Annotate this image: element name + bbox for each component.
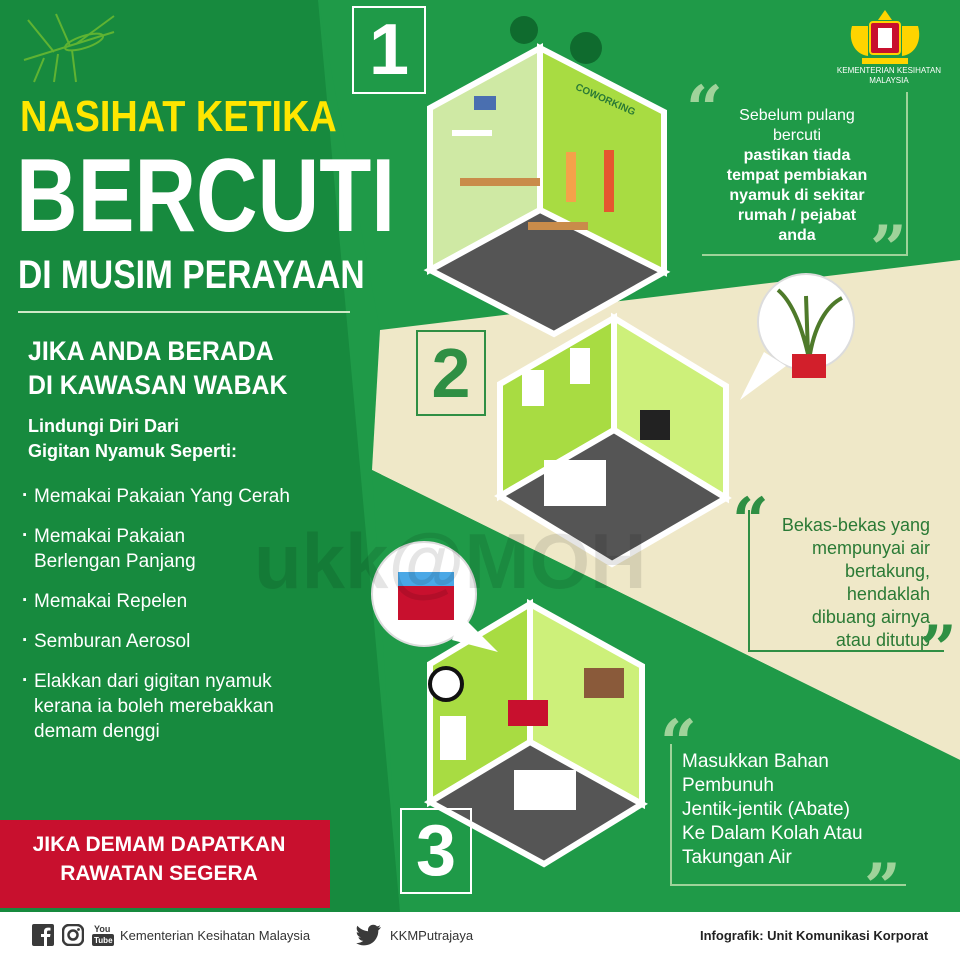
list-item-text: · Semburan Aerosol [34, 631, 191, 652]
list-item-text: · Memakai Repelen [34, 591, 188, 612]
list-item [22, 669, 362, 744]
step-number-2 [416, 330, 486, 416]
list-item-text: Berlengan Panjang [34, 551, 196, 572]
list-item-text: · Memakai Pakaian [34, 526, 186, 547]
title-divider [18, 311, 350, 313]
section-heading-line-1: JIKA ANDA BERADA [28, 336, 274, 366]
list-item-text: kerana ia boleh merebakkan [34, 696, 274, 717]
ministry-logo-line-1: KEMENTERIAN KESIHATAN [836, 66, 942, 75]
close-quote-icon: ” [920, 612, 957, 687]
step-2-quote [732, 484, 957, 687]
mosquito-icon [14, 12, 134, 84]
open-quote-icon: “ [660, 706, 697, 781]
quote-line: tempat pembiakan [726, 167, 868, 184]
quote-line: mempunyai air [811, 538, 930, 558]
list-item [22, 484, 362, 509]
step-1-quote-text [702, 106, 892, 246]
coworking-sign: COWORKING [573, 82, 637, 119]
quote-line: Jentik-jentik (Abate) [682, 799, 850, 820]
step-3-quote [660, 706, 906, 912]
open-quote-icon: “ [686, 72, 723, 147]
list-item-text: · Memakai Pakaian Yang Cerah [34, 486, 290, 507]
svg-text:You: You [94, 924, 111, 934]
coat-of-arms-icon [846, 6, 924, 68]
banner-line-1: JIKA DEMAM DAPATKAN [32, 833, 286, 856]
footer [0, 912, 960, 960]
left-panel [0, 0, 400, 912]
quote-line: hendaklah [846, 584, 930, 604]
open-quote-icon: “ [732, 484, 769, 559]
quote-line: atau ditutup [835, 630, 930, 650]
twitter-icon[interactable] [356, 924, 382, 946]
quote-line: Pembunuh [682, 775, 774, 796]
list-item-text: · Elakkan dari gigitan nyamuk [34, 671, 272, 692]
quote-line: Sebelum pulang [739, 107, 855, 124]
close-quote-icon: ” [870, 212, 907, 287]
instagram-icon[interactable] [62, 924, 84, 946]
youtube-icon[interactable] [92, 922, 114, 948]
footer-credit: Infografik: Unit Komunikasi Korporat [700, 928, 929, 943]
subheading-line-2: Gigitan Nyamuk Seperti: [28, 441, 238, 461]
step-2-quote-text [754, 514, 930, 652]
quote-line: nyamuk di sekitar [729, 187, 865, 204]
quote-line: dibuang airnya [811, 607, 930, 627]
banner-line-2: RAWATAN SEGERA [60, 862, 258, 885]
quote-line: bercuti [772, 127, 822, 144]
ministry-logo-text [824, 66, 954, 86]
ministry-logo-line-2: MALAYSIA [869, 76, 909, 85]
footer-ministry-name[interactable]: Kementerian Kesihatan Malaysia [120, 928, 311, 943]
quote-line: Bekas-bekas yang [781, 515, 930, 535]
quote-line: rumah / pejabat [737, 207, 857, 224]
section-heading-line-2: DI KAWASAN WABAK [28, 370, 288, 400]
section-subheading [28, 414, 237, 464]
quote-line: pastikan tiada [743, 147, 851, 164]
title-line-2: BERCUTI [16, 138, 396, 254]
step-number-3-label: 3 [415, 811, 457, 891]
title-line-3: DI MUSIM PERAYAAN [18, 253, 365, 297]
list-item-text: demam denggi [34, 721, 160, 742]
quote-line: Masukkan Bahan [682, 751, 829, 772]
section-heading [28, 334, 368, 402]
title-line-1: NASIHAT KETIKA [20, 92, 337, 141]
watermark: ukk@MOH [254, 517, 647, 605]
quote-line: bertakung, [844, 561, 930, 581]
facebook-icon[interactable] [32, 924, 54, 946]
footer-twitter-handle[interactable]: KKMPutrajaya [390, 928, 474, 943]
step-number-1 [352, 6, 426, 94]
quote-line: anda [778, 227, 816, 244]
step-number-3 [400, 808, 472, 894]
step-number-1-label: 1 [368, 10, 410, 90]
quote-line: Takungan Air [682, 847, 792, 868]
close-quote-icon: ” [864, 850, 901, 912]
fever-warning-banner [0, 820, 330, 908]
svg-text:Tube: Tube [94, 936, 113, 945]
step-number-2-label: 2 [431, 334, 471, 412]
list-item [22, 629, 362, 654]
quote-line: Ke Dalam Kolah Atau [682, 823, 863, 844]
subheading-line-1: Lindungi Diri Dari [28, 416, 179, 436]
